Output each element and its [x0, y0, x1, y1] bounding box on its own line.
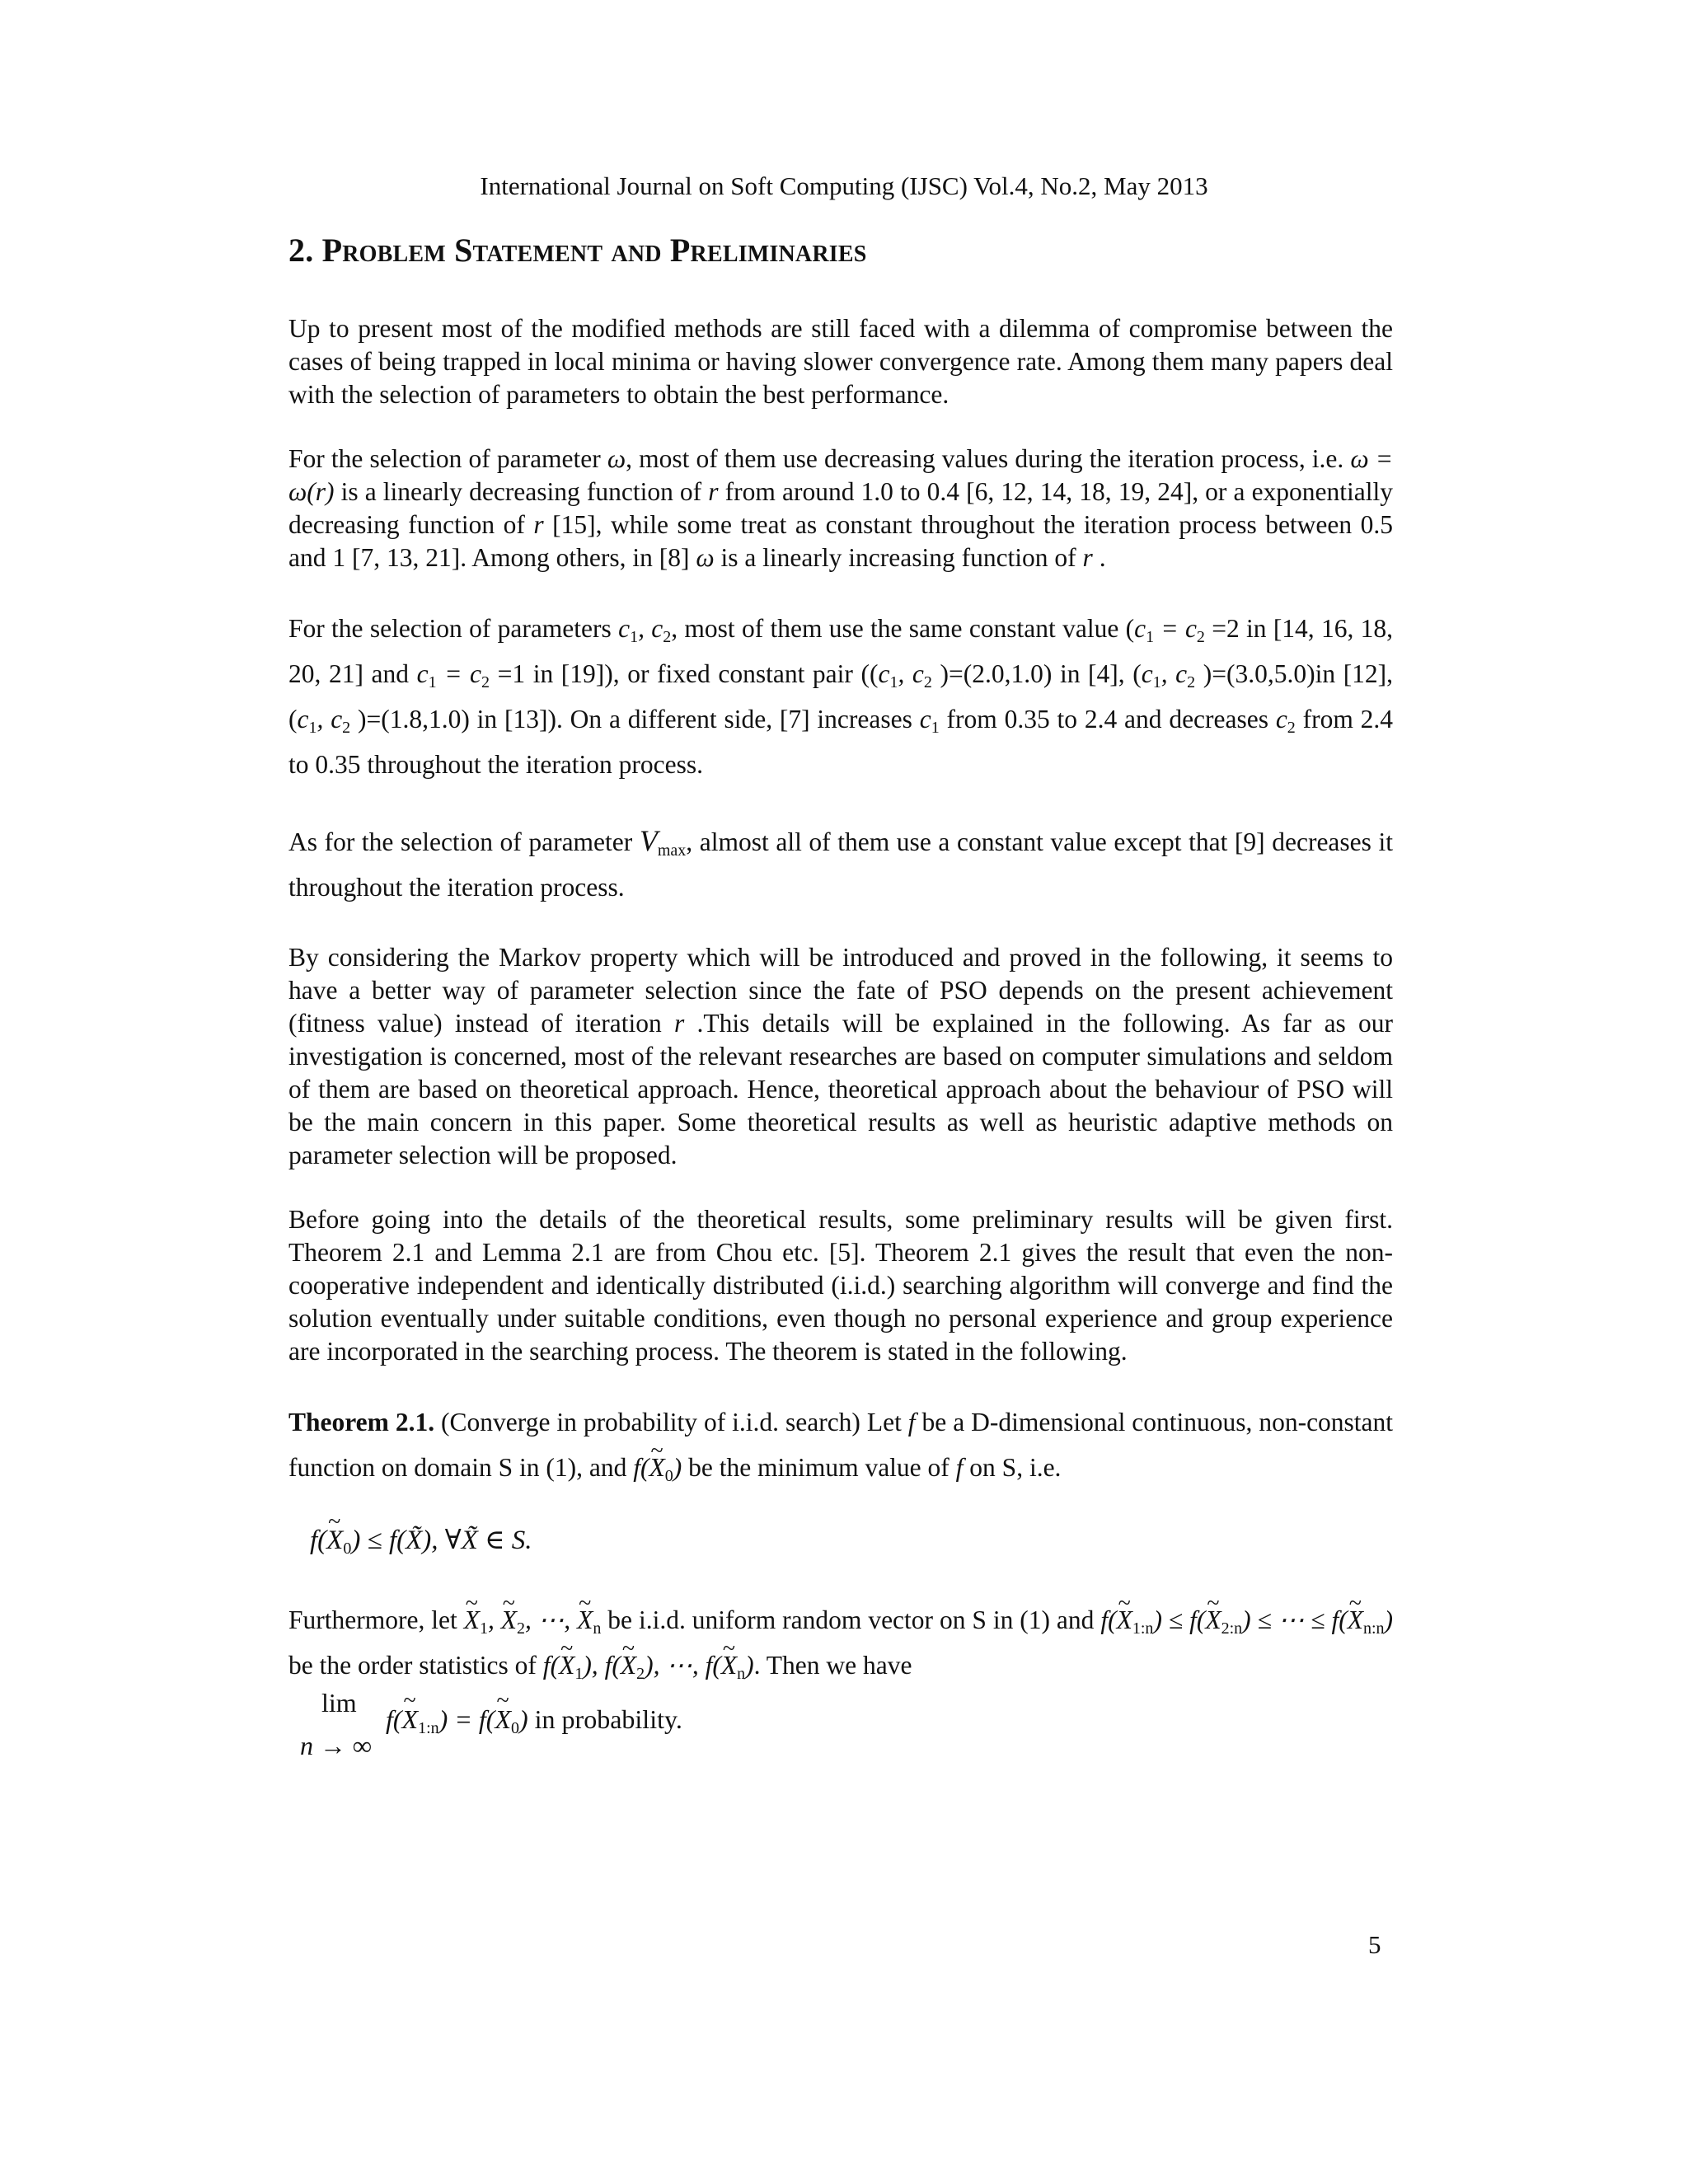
- omega-equation: ω = ω(r): [288, 444, 1393, 506]
- section-title: 2. Problem Statement and Preliminaries: [288, 232, 867, 269]
- theorem-continuation: Furthermore, let ~ $X_1$, ~ $X_2$, ⋯, ~ $X_n$ be i.i.d. uniform random vector on S in (1) and f(~ $X_{1:n}$) ≤ f(~ $X_{2:n}$) ≤ ⋯ ≤ f(~ $X_{n:n}$) be the order statistics of f(~ $X_1$), f(~ $X_2$), ⋯, f(~ $X_n$). Then we have: [288, 1597, 1393, 1688]
- paragraph-1: Up to present most of the modified methods are still faced with a dilemma of compromise between the cases of being trapped in local minima or having slower convergence rate. Among them many papers deal with the selection of parameters to obtain the best performance.: [288, 314, 1393, 409]
- page-content: [288, 231, 1393, 1779]
- limit-statement: lim n → ∞ f(~ $X_{1:n}$) = f(~ $X_0$) in probability.: [288, 1688, 1393, 1779]
- paragraph-6: Before going into the details of the theoretical results, some preliminary results will be given first. Theorem 2.1 and Lemma 2.1 are from Chou etc. [5]. Theorem 2.1 gives the result that even the non-cooperative independent and identically distributed (i.i.d.) searching algorithm will converge and find the solution eventually under suitable conditions, even though no personal experience and group experience are incorporated in the searching process. The theorem is stated in the following.: [288, 1205, 1393, 1366]
- omega-symbol: ω: [607, 444, 626, 473]
- theorem-2-1: Theorem 2.1. (Converge in probability of i.i.d. search) Let f be a D-dimensional continuous, non-constant function on domain S in (1), and f(~ $X_0$) be the minimum value of f on S, i.e.: [288, 1399, 1393, 1490]
- display-equation: f(~ $X_0$) ≤ f(X̃), ∀X̃ ∈ S.: [310, 1523, 1393, 1556]
- page-number: 5: [1368, 1930, 1381, 1959]
- paragraph-3: For the selection of parameters $c_1$, $c_2$, most of them use the same constant value ($c_1 = c_2 =2$ in [14, 16, 18, 20, 21] and $c_1 = c_2 =1$ in [19]), or fixed constant pair (($c_1$, $c_2$ )=(2.0,1.0) in [4], ($c_1$, $c_2$ )=(3.0,5.0)in [12], ($c_1$, $c_2$ )=(1.8,1.0) in [13]). On a different side, [7] increases $c_1$ from 0.35 to 2.4 and decreases $c_2$ from 2.4 to 0.35 throughout the iteration process.: [288, 614, 1394, 779]
- running-header: International Journal on Soft Computing (IJSC) Vol.4, No.2, May 2013: [480, 171, 1208, 200]
- paragraph-5: By considering the Markov property which will be introduced and proved in the following, it seems to have a better way of parameter selection since the fate of PSO depends on the present achievement (fitness value) instead of iteration r .This details will be explained in the following. As far as our investigation is concerned, most of the relevant researches are based on computer simulations and seldom of them are based on theoretical approach. Hence, theoretical approach about the behaviour of PSO will be the main concern in this paper. Some theoretical results as well as heuristic adaptive methods on parameter selection will be proposed.: [288, 943, 1394, 1169]
- theorem-label: Theorem 2.1.: [288, 1408, 435, 1436]
- paragraph-2: For the selection of parameter ω, most of them use decreasing values during the iteration process, i.e. ω = ω(r) is a linearly decreasing function of r from around 1.0 to 0.4 [6, 12, 14, 18, 19, 24], or a exponentially decreasing function of r [15], while some treat as constant throughout the iteration process between 0.5 and 1 [7, 13, 21]. Among others, in [8] ω is a linearly increasing function of r .: [288, 444, 1394, 572]
- paragraph-4: As for the selection of parameter $V_{max}$, almost all of them use a constant value except that [9] decreases it throughout the iteration process.: [288, 824, 1393, 902]
